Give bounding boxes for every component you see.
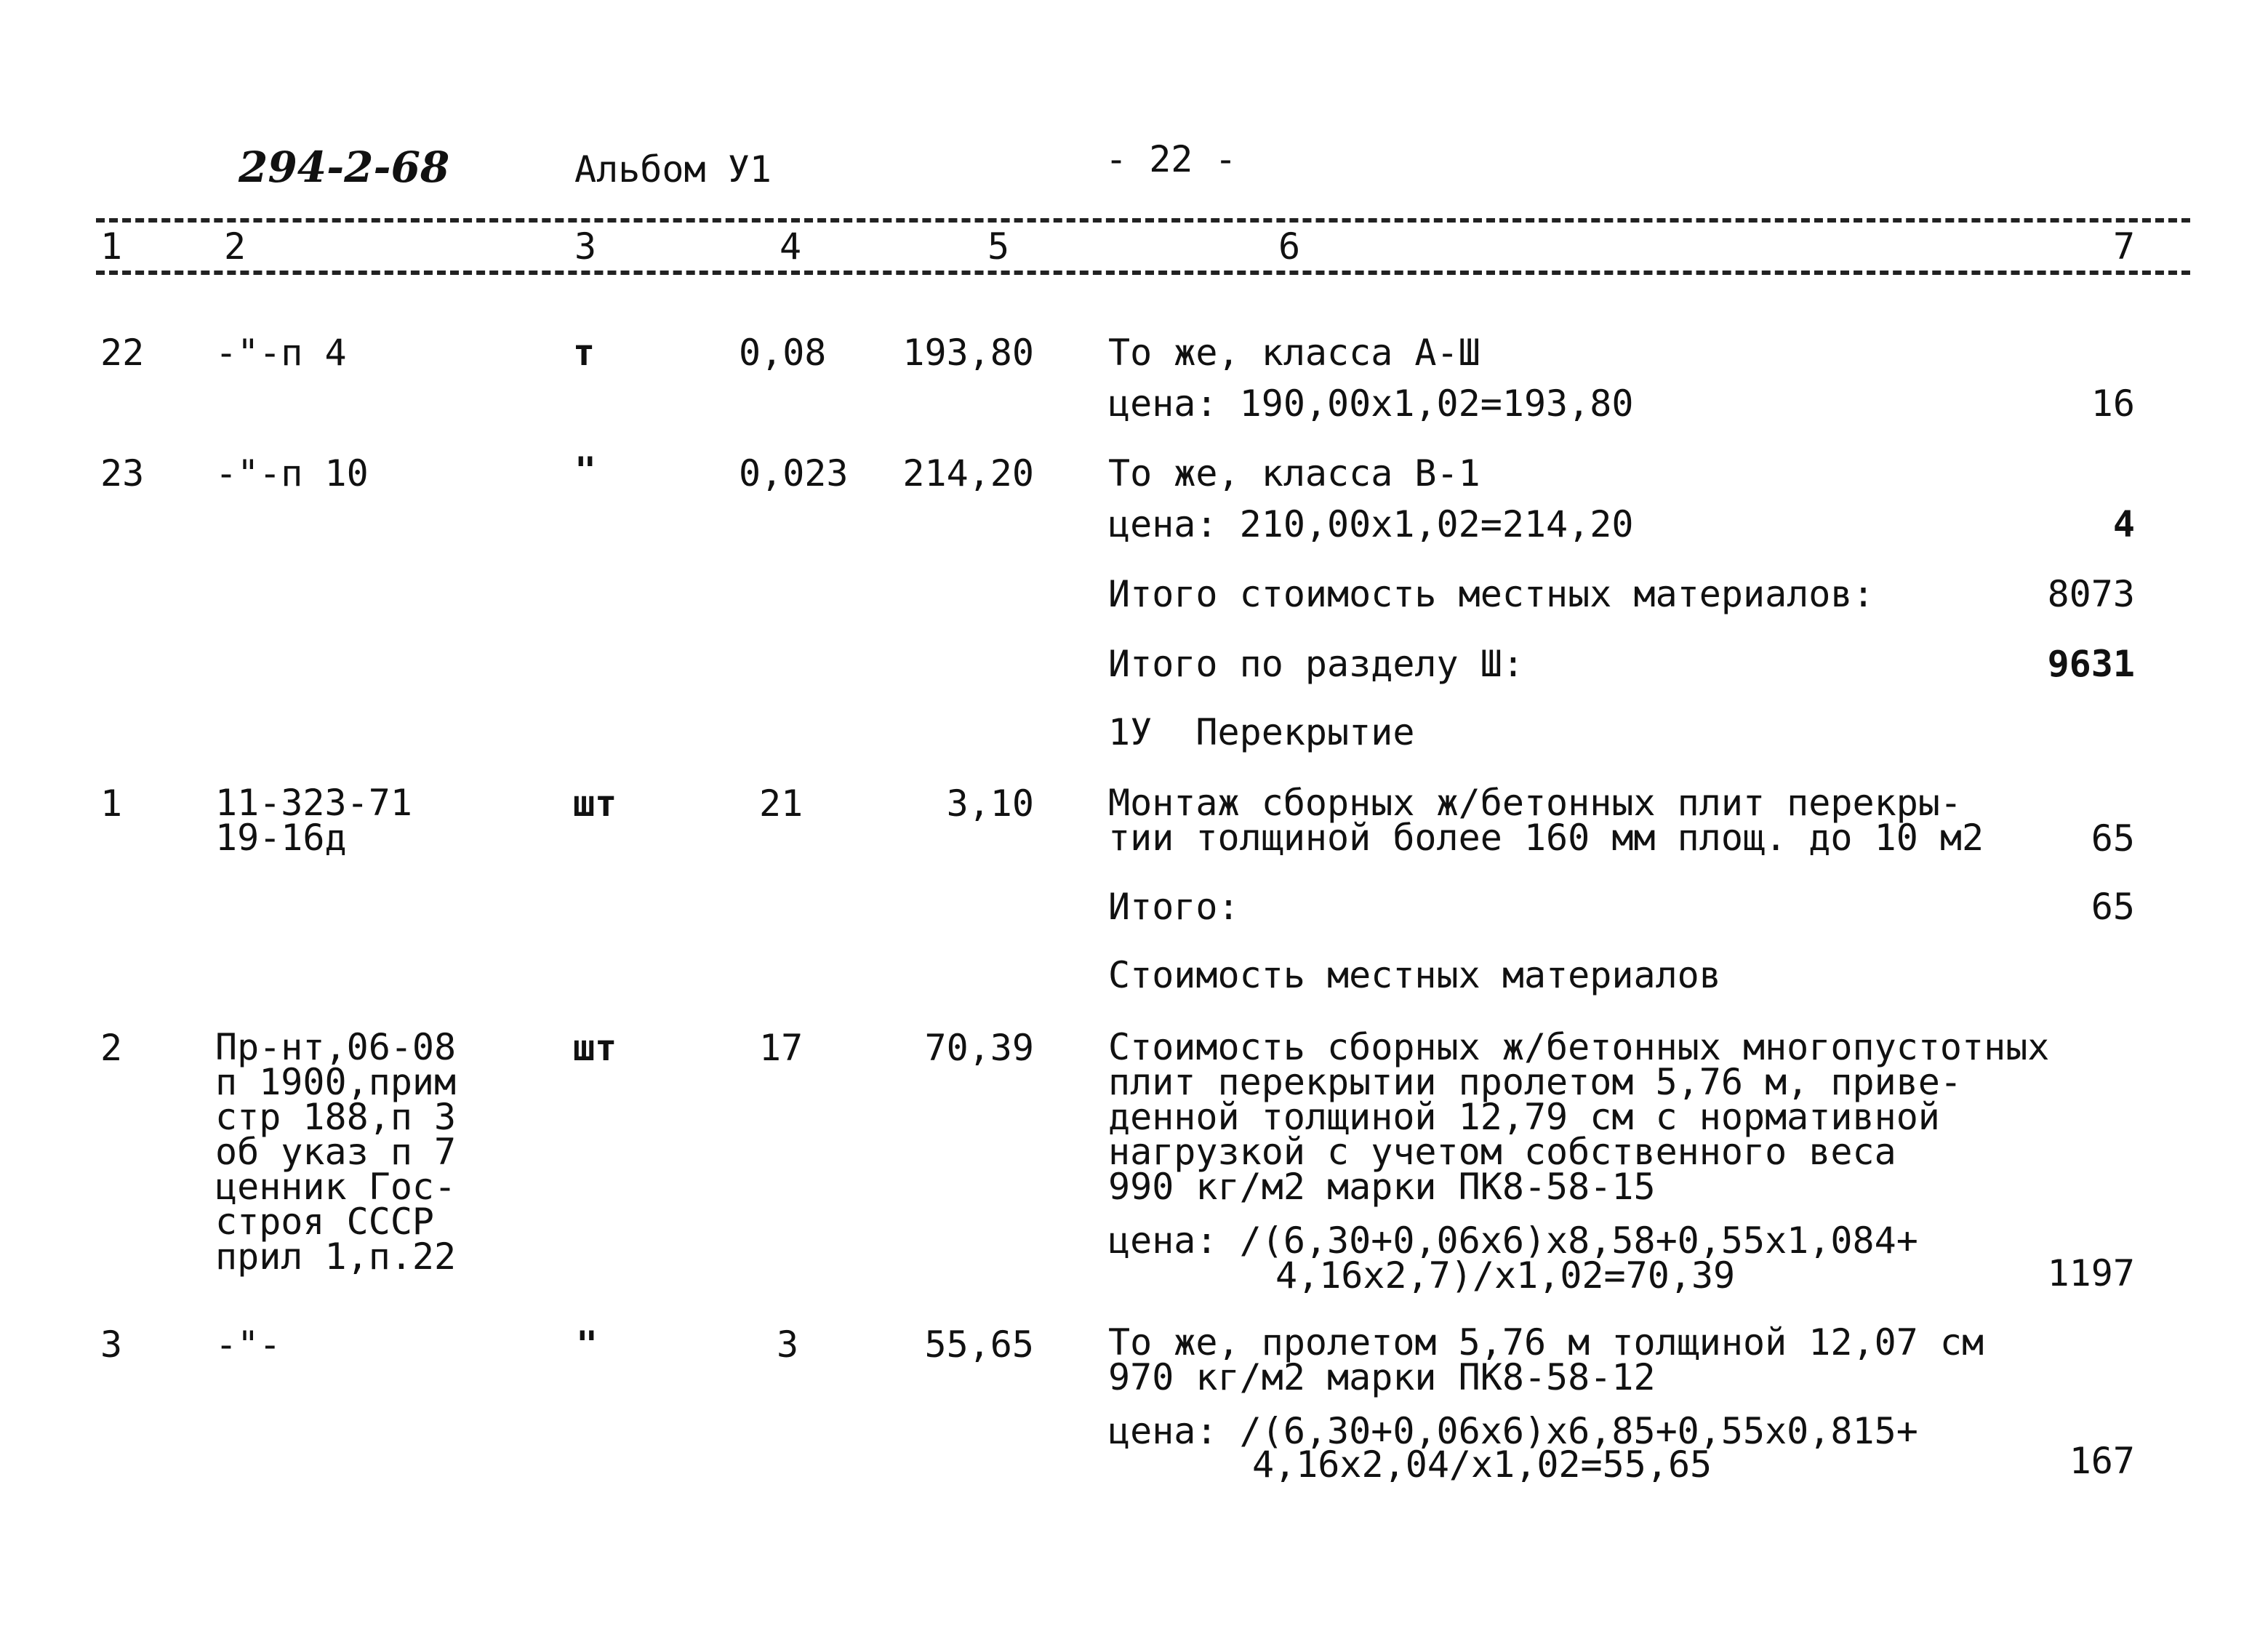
row-calculation-line-1: цена: /(6,30+0,06х6)х6,85+0,55х0,815+	[1108, 1410, 1918, 1452]
row-description-line-4: нагрузкой с учетом собственного веса	[1108, 1131, 1896, 1173]
column-header-4: 4	[780, 225, 802, 268]
row-description-line-1: То же, пролетом 5,76 м толщиной 12,07 см	[1108, 1321, 1984, 1363]
row-description-line-1: Стоимость сборных ж/бетонных многопустотных	[1108, 1026, 2050, 1068]
row-calculation: цена: 210,00х1,02=214,20	[1108, 503, 1634, 545]
row-quantity: 3	[777, 1323, 799, 1366]
row-total: 65	[2091, 817, 2135, 860]
row-description-line-2: плит перекрытии пролетом 5,76 м, приве-	[1108, 1061, 1962, 1103]
sum-section-value: 9631	[2047, 643, 2135, 685]
row-code-line-2: 19-16д	[215, 817, 347, 859]
section-title: 1У Перекрытие	[1108, 711, 1415, 753]
row-code: -"-	[215, 1323, 281, 1366]
header-rule-top	[96, 218, 2190, 223]
row-code-line-1: Пр-нт,06-08	[215, 1026, 457, 1068]
row-total: 167	[2069, 1440, 2135, 1482]
row-unit: шт	[573, 1027, 617, 1069]
column-header-1: 1	[100, 225, 123, 268]
row-description: То же, класса А-Ш	[1108, 332, 1480, 374]
sum-local-materials-value: 8073	[2047, 573, 2135, 615]
row-price: 193,80	[902, 332, 1034, 374]
page-number: - 22 -	[1105, 138, 1237, 180]
row-number: 2	[100, 1027, 123, 1069]
row-number: 3	[100, 1323, 123, 1366]
local-materials-title: Стоимость местных материалов	[1108, 954, 1721, 996]
row-unit: "	[574, 449, 597, 492]
row-code-line-2: п 1900,прим	[215, 1061, 457, 1103]
row-code: -"-п 10	[215, 452, 369, 494]
row-quantity: 0,08	[739, 332, 827, 374]
row-description-line-5: 990 кг/м2 марки ПК8-58-15	[1108, 1166, 1656, 1208]
row-price: 70,39	[924, 1027, 1034, 1069]
row-quantity: 21	[759, 782, 804, 825]
row-unit: шт	[573, 782, 617, 825]
row-description-line-2: 970 кг/м2 марки ПК8-58-12	[1108, 1356, 1656, 1398]
row-code: 11-323-71	[215, 782, 412, 824]
row-code-line-3: стр 188,п 3	[215, 1096, 457, 1138]
row-price: 55,65	[924, 1323, 1034, 1366]
row-number: 23	[100, 452, 145, 494]
row-calculation: цена: 190,00х1,02=193,80	[1108, 383, 1634, 425]
row-calculation-line-1: цена: /(6,30+0,06х6)х8,58+0,55х1,084+	[1108, 1220, 1918, 1262]
row-total: 1197	[2047, 1252, 2135, 1294]
row-description: Монтаж сборных ж/бетонных плит перекры-	[1108, 782, 1962, 824]
column-header-3: 3	[574, 225, 597, 268]
row-unit: "	[576, 1323, 598, 1366]
row-code-line-6: строя СССР	[215, 1201, 435, 1243]
album-label: Альбом У1	[574, 148, 772, 191]
document-number: 294-2-68	[239, 143, 450, 192]
header-rule-bottom	[96, 271, 2190, 275]
row-number: 22	[100, 332, 145, 374]
row-calculation-line-2: 4,16х2,7)/х1,02=70,39	[1275, 1254, 1736, 1297]
row-calculation-line-2: 4,16х2,04/х1,02=55,65	[1252, 1443, 1712, 1486]
sum-r1-label: Итого:	[1108, 886, 1240, 928]
sum-local-materials-label: Итого стоимость местных материалов:	[1108, 573, 1875, 615]
row-total: 16	[2091, 383, 2135, 425]
sum-section-label: Итого по разделу Ш:	[1108, 643, 1524, 685]
row-number: 1	[100, 782, 123, 825]
row-description: То же, класса В-1	[1108, 452, 1480, 494]
column-header-2: 2	[224, 225, 247, 268]
column-header-7: 7	[2113, 225, 2136, 268]
row-price: 3,10	[946, 782, 1034, 825]
row-quantity: 17	[759, 1027, 804, 1069]
column-header-6: 6	[1278, 225, 1301, 268]
sum-r1-value: 65	[2091, 886, 2135, 928]
column-header-5: 5	[987, 225, 1010, 268]
row-code-line-4: об указ п 7	[215, 1131, 457, 1173]
row-total: 4	[2112, 503, 2135, 545]
row-unit: т	[573, 332, 596, 374]
row-code-line-5: ценник Гос-	[215, 1166, 457, 1208]
row-code: -"-п 4	[215, 332, 347, 374]
row-description-line-2: тии толщиной более 160 мм площ. до 10 м2	[1108, 817, 1984, 859]
row-code-line-7: прил 1,п.22	[215, 1236, 457, 1278]
row-price: 214,20	[902, 452, 1034, 494]
row-description-line-3: денной толщиной 12,79 см с нормативной	[1108, 1096, 1940, 1138]
row-quantity: 0,023	[739, 452, 849, 494]
